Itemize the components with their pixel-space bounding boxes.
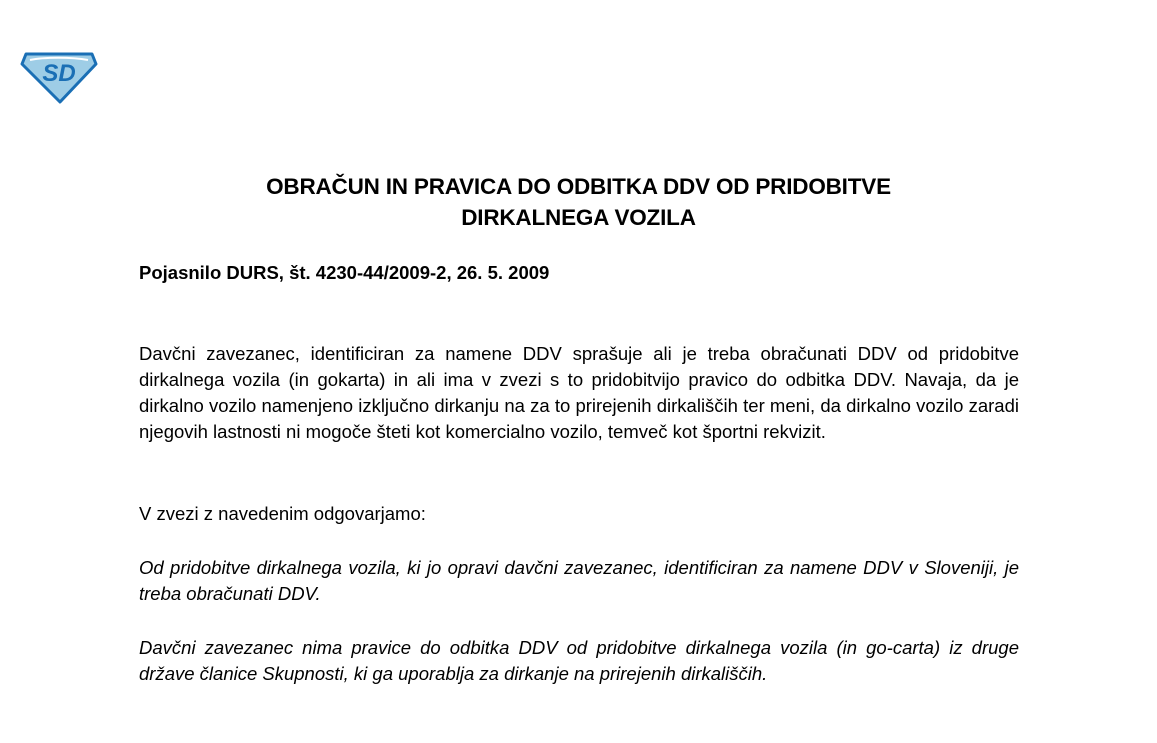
title-line-2: DIRKALNEGA VOZILA — [461, 205, 696, 230]
page-title — [0, 171, 1157, 233]
question-paragraph: Davčni zavezanec, identificiran za namene DDV sprašuje ali je treba obračunati DDV od pridobitve dirkalnega vozila (in gokarta) in ali ima v zvezi s to pridobitvijo pravico do odbitka DDV. Navaja, da je dirkalno vozilo namenjeno izključno dirkanju na za to prirejenih dirkališčih ter meni, da dirkalno vozilo zaradi njegovih lastnosti ni mogoče šteti kot komercialno vozilo, temveč kot športni rekvizit. — [139, 343, 1019, 442]
company-logo — [20, 48, 98, 104]
shield-logo-icon — [20, 48, 98, 104]
answer-paragraph-1: Od pridobitve dirkalnega vozila, ki jo opravi davčni zavezanec, identificiran za namene DDV v Sloveniji, je treba obračunati DDV. — [139, 557, 1019, 604]
answer-intro: V zvezi z navedenim odgovarjamo: — [139, 503, 426, 524]
answer-paragraph-2: Davčni zavezanec nima pravice do odbitka DDV od pridobitve dirkalnega vozila (in go-carta) iz druge države članice Skupnosti, ki ga uporablja za dirkanje na prirejenih dirkališčih. — [139, 637, 1019, 684]
document-reference: Pojasnilo DURS, št. 4230-44/2009-2, 26. 5. 2009 — [139, 262, 550, 283]
logo-text: SD — [42, 60, 76, 87]
title-line-1: OBRAČUN IN PRAVICA DO ODBITKA DDV OD PRIDOBITVE — [266, 174, 891, 199]
